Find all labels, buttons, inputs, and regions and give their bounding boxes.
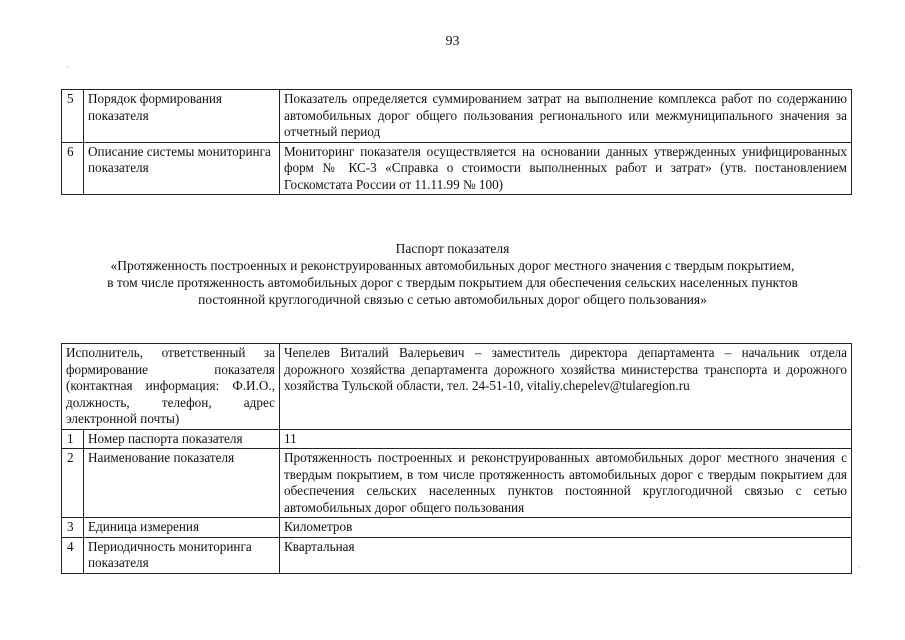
row-label: Наименование показателя <box>84 449 280 518</box>
passport-table <box>61 343 852 574</box>
passport-title-line: постоянной круглогодичной связью с сетью автомобильных дорог общего пользования» <box>198 292 707 307</box>
row-label: Описание системы мониторинга показателя <box>84 142 280 195</box>
row-number: 5 <box>62 90 84 143</box>
row-number: 1 <box>62 429 84 449</box>
executor-label: Исполнитель, ответственный за формирование показателя (контактная информация: Ф.И.О., должность, телефон, адрес электронной почты) <box>62 344 280 430</box>
row-number: 2 <box>62 449 84 518</box>
row-value: Мониторинг показателя осуществляется на основании данных утвержденных унифицированных форм № КС-3 «Справка о стоимости выполненных работ и затрат» (утв. постановлением Госкомстата России от 11.11.99 № 100) <box>280 142 852 195</box>
table-row <box>62 449 852 518</box>
table-row <box>62 429 852 449</box>
indicator-table-continued <box>61 89 852 195</box>
table-row <box>62 90 852 143</box>
row-label: Номер паспорта показателя <box>84 429 280 449</box>
passport-title-line: в том числе протяженность автомобильных дорог с твердым покрытием для обеспечения сельских населенных пунктов <box>107 275 798 290</box>
row-label: Единица измерения <box>84 518 280 538</box>
row-value: Протяженность построенных и реконструированных автомобильных дорог местного значения с твердым покрытием, в том числе протяженность автомобильных дорог с твердым покрытием для обеспечения сельских населенных пунктов постоянной круглогодичной связью с сетью автомобильных дорог общего пользования <box>280 449 852 518</box>
row-label: Порядок формирования показателя <box>84 90 280 143</box>
table-row <box>62 537 852 573</box>
row-label: Периодичность мониторинга показателя <box>84 537 280 573</box>
row-value: Километров <box>280 518 852 538</box>
row-number: 6 <box>62 142 84 195</box>
row-value: Показатель определяется суммированием затрат на выполнение комплекса работ по содержанию автомобильных дорог общего пользования регионального или межмуниципального значения за отчетный период <box>280 90 852 143</box>
scan-speck: · <box>858 563 861 572</box>
row-number: 4 <box>62 537 84 573</box>
table-row <box>62 518 852 538</box>
row-value: Квартальная <box>280 537 852 573</box>
row-number: 3 <box>62 518 84 538</box>
table-row <box>62 142 852 195</box>
scan-speck: · <box>66 63 69 72</box>
passport-title-block <box>40 240 865 308</box>
passport-title-line: «Протяженность построенных и реконструированных автомобильных дорог местного значения с твердым покрытием, <box>110 258 795 273</box>
executor-row <box>62 344 852 430</box>
row-value: 11 <box>280 429 852 449</box>
executor-value: Чепелев Виталий Валерьевич – заместитель директора департамента – начальник отдела дорожного хозяйства департамента дорожного хозяйства министерства транспорта и дорожного хозяйства Тульской области, тел. 24-51-10, vitaliy.chepelev@tularegion.ru <box>280 344 852 430</box>
passport-heading: Паспорт показателя <box>395 241 510 256</box>
page-number: 93 <box>445 34 460 49</box>
